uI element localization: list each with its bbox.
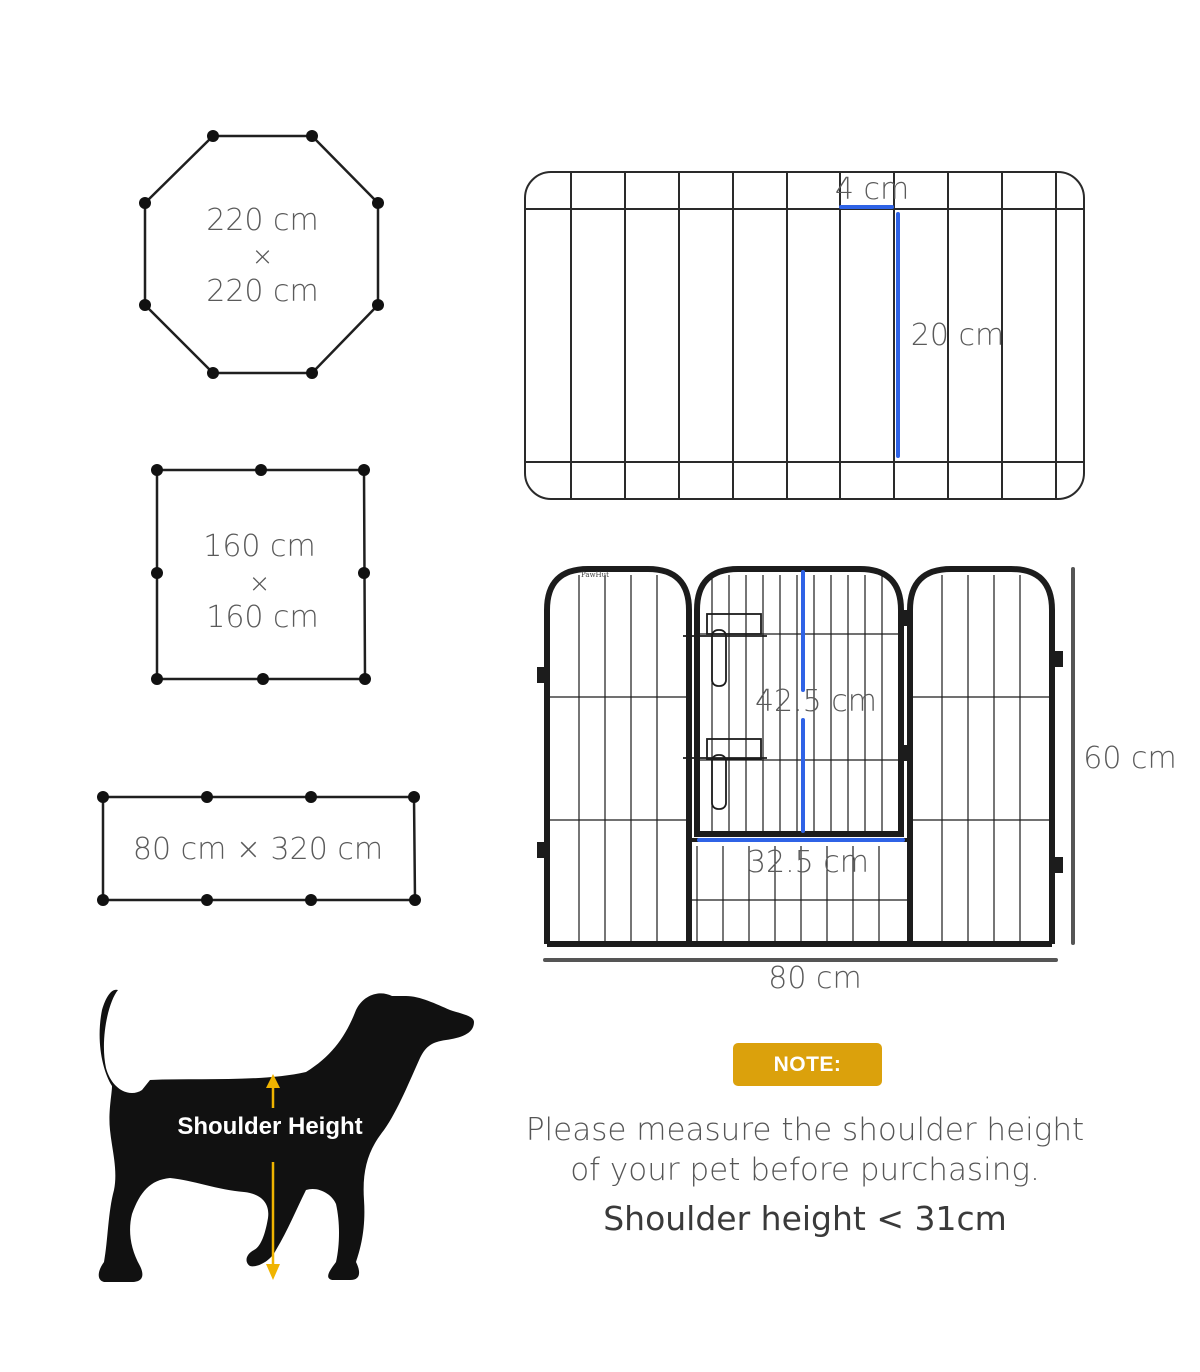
note-line-1: Please measure the shoulder height: [525, 1112, 1085, 1148]
fence-front: [537, 569, 1063, 944]
square-dimension-2: 160 cm: [206, 600, 319, 635]
rectangle-dimension: 80 cm × 320 cm: [132, 832, 384, 867]
bar-height-label: 20 cm: [910, 318, 1005, 353]
octagon-times-symbol: ×: [251, 242, 274, 272]
shoulder-height-requirement: Shoulder height < 31cm: [603, 1199, 1007, 1238]
total-height-label: 60 cm: [1083, 741, 1177, 776]
note-line-2: of your pet before purchasing.: [570, 1152, 1040, 1188]
door-width-label: 32.5 cm: [746, 845, 870, 880]
door-height-label: 42.5 cm: [754, 684, 878, 719]
square-dimension-1: 160 cm: [203, 529, 316, 564]
total-width-label: 80 cm: [768, 961, 862, 996]
octagon-dimension-2: 220 cm: [206, 274, 319, 309]
square-times-symbol: ×: [248, 569, 271, 599]
note-badge: NOTE:: [733, 1043, 882, 1086]
panel-measure-marks: [841, 207, 898, 456]
brand-mark: PawHut: [581, 571, 609, 579]
octagon-dimension-1: 220 cm: [206, 203, 319, 238]
gap-label: 4 cm: [834, 172, 910, 207]
shoulder-height-label: Shoulder Height: [177, 1113, 363, 1140]
